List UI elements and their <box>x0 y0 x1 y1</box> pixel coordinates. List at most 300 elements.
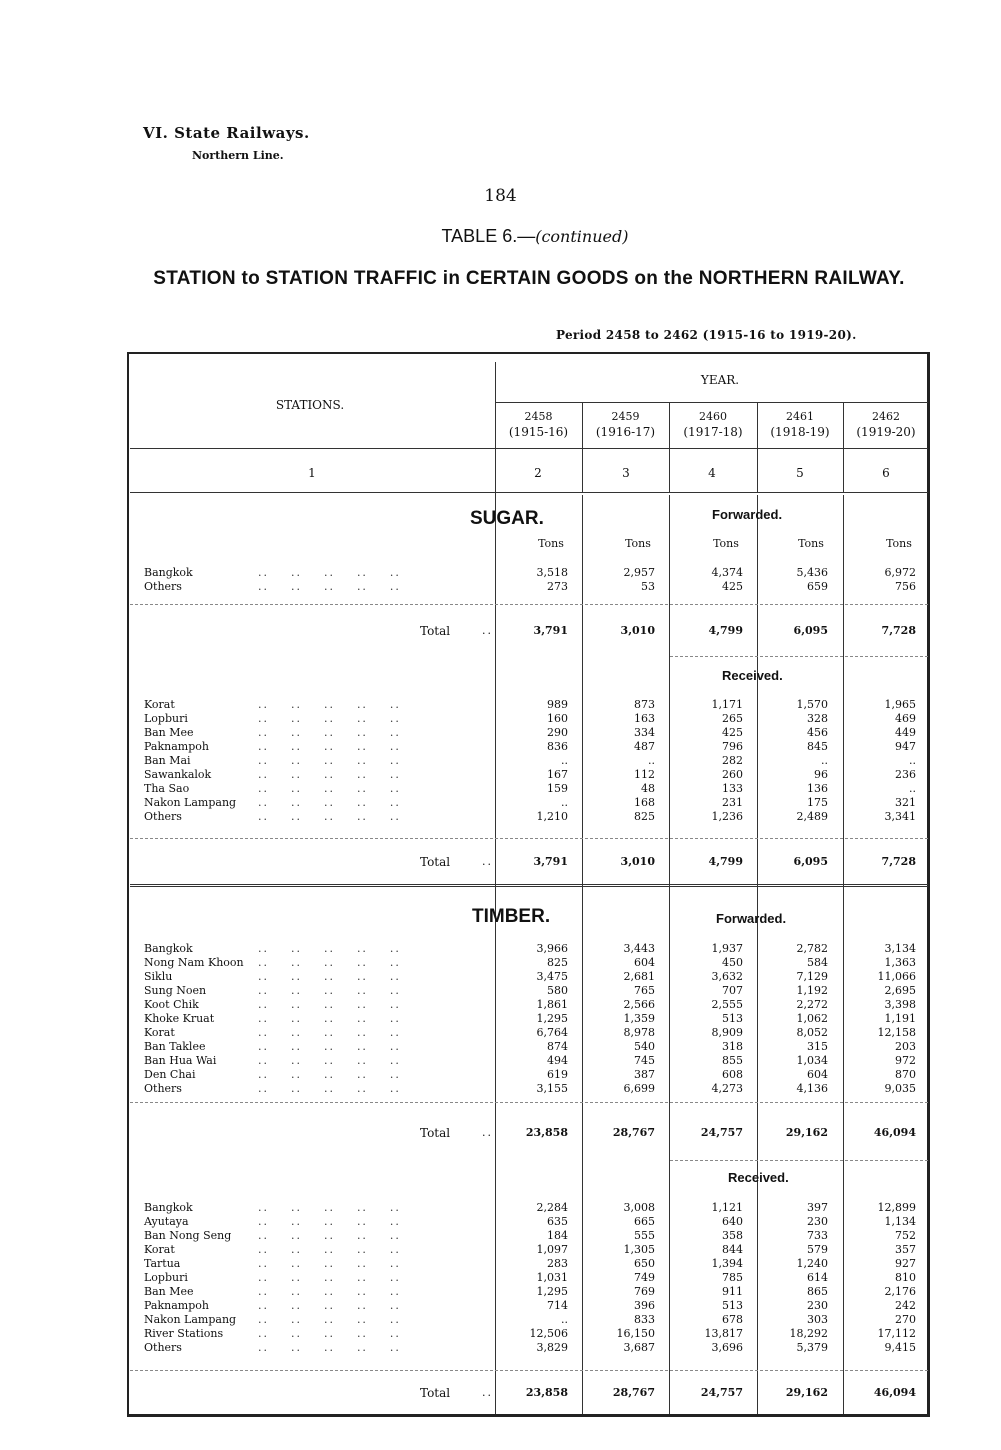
column-number: 5 <box>796 466 804 480</box>
value-cell: 96 <box>814 768 828 781</box>
year-header: YEAR. <box>700 373 740 387</box>
total-cell: 28,767 <box>612 1386 655 1399</box>
value-cell: 1,097 <box>536 1243 568 1256</box>
station-name: Others <box>144 810 182 823</box>
value-cell: .. <box>909 754 916 767</box>
unit-label: Tons <box>798 537 824 550</box>
value-cell: 2,695 <box>884 984 916 997</box>
value-cell: 2,489 <box>796 810 828 823</box>
value-cell: 1,210 <box>536 810 568 823</box>
section-header: VI. State Railways. <box>143 124 310 142</box>
value-cell: 3,341 <box>884 810 916 823</box>
station-name: Nakon Lampang <box>144 796 237 809</box>
column-number: 6 <box>882 466 890 480</box>
block-label: Forwarded. <box>712 507 783 522</box>
column-rule <box>843 495 844 884</box>
unit-label: Tons <box>625 537 651 550</box>
column-rule <box>843 884 844 1414</box>
value-cell: 665 <box>634 1215 655 1228</box>
value-cell: 112 <box>634 768 655 781</box>
value-cell: 1,240 <box>796 1257 828 1270</box>
station-name: Korat <box>144 1026 175 1039</box>
value-cell: 358 <box>722 1229 743 1242</box>
station-name: Tha Sao <box>144 782 190 795</box>
column-rule <box>757 495 758 884</box>
value-cell: 168 <box>634 796 655 809</box>
value-cell: 1,937 <box>711 942 743 955</box>
value-cell: 203 <box>895 1040 916 1053</box>
value-cell: 5,436 <box>796 566 828 579</box>
value-cell: 2,555 <box>711 998 743 1011</box>
value-cell: 614 <box>807 1271 828 1284</box>
dashed-rule <box>130 604 928 605</box>
station-name: Sawankalok <box>144 768 212 781</box>
value-cell: 1,965 <box>884 698 916 711</box>
column-rule <box>669 884 670 1414</box>
station-name: Tartua <box>144 1257 181 1270</box>
value-cell: 579 <box>807 1243 828 1256</box>
value-cell: 48 <box>641 782 655 795</box>
value-cell: 1,171 <box>711 698 743 711</box>
value-cell: 911 <box>722 1285 743 1298</box>
value-cell: 4,273 <box>711 1082 743 1095</box>
value-cell: 12,899 <box>877 1201 916 1214</box>
column-number: 4 <box>708 466 716 480</box>
value-cell: 163 <box>634 712 655 725</box>
leader-dots: .. .. .. .. .. <box>258 1201 401 1214</box>
leader-dots: .. .. .. .. .. <box>258 1054 401 1067</box>
value-cell: 870 <box>895 1068 916 1081</box>
leader-dots: .. .. .. .. .. <box>258 768 401 781</box>
value-cell: 749 <box>634 1271 655 1284</box>
value-cell: 487 <box>634 740 655 753</box>
value-cell: 3,966 <box>536 942 568 955</box>
total-label: Total <box>420 855 451 869</box>
value-cell: 3,398 <box>884 998 916 1011</box>
value-cell: 833 <box>634 1313 655 1326</box>
value-cell: 242 <box>895 1299 916 1312</box>
value-cell: 450 <box>722 956 743 969</box>
value-cell: 865 <box>807 1285 828 1298</box>
total-cell: 46,094 <box>873 1126 916 1139</box>
station-name: Paknampoh <box>144 1299 209 1312</box>
block-label: Forwarded. <box>716 911 787 926</box>
leader-dots: .. .. .. .. .. <box>258 698 401 711</box>
value-cell: 236 <box>895 768 916 781</box>
value-cell: 1,295 <box>536 1012 568 1025</box>
total-cell: 6,095 <box>793 624 828 637</box>
value-cell: 3,518 <box>536 566 568 579</box>
station-name: Korat <box>144 1243 175 1256</box>
value-cell: 318 <box>722 1040 743 1053</box>
dashed-rule <box>670 1160 928 1161</box>
value-cell: 2,681 <box>623 970 655 983</box>
leader-dots: .. .. .. .. .. <box>258 712 401 725</box>
total-cell: 4,799 <box>708 624 743 637</box>
leader-dots: .. <box>482 1126 493 1139</box>
value-cell: 1,031 <box>536 1271 568 1284</box>
station-name: Korat <box>144 698 175 711</box>
value-cell: 3,829 <box>536 1341 568 1354</box>
value-cell: 927 <box>895 1257 916 1270</box>
value-cell: 273 <box>547 580 568 593</box>
value-cell: 357 <box>895 1243 916 1256</box>
station-name: Bangkok <box>144 942 193 955</box>
value-cell: 2,272 <box>796 998 828 1011</box>
leader-dots: .. .. .. .. .. <box>258 956 401 969</box>
station-name: Others <box>144 1341 182 1354</box>
value-cell: 160 <box>547 712 568 725</box>
station-name: Ban Mee <box>144 726 194 739</box>
section-name: SUGAR. <box>470 508 544 529</box>
value-cell: 1,034 <box>796 1054 828 1067</box>
leader-dots: .. .. .. .. .. <box>258 796 401 809</box>
station-name: Siklu <box>144 970 173 983</box>
value-cell: 540 <box>634 1040 655 1053</box>
value-cell: 18,292 <box>789 1327 828 1340</box>
value-cell: 159 <box>547 782 568 795</box>
value-cell: 53 <box>641 580 655 593</box>
value-cell: 3,475 <box>536 970 568 983</box>
unit-label: Tons <box>538 537 564 550</box>
period-label: Period 2458 to 2462 (1915-16 to 1919-20). <box>556 328 857 342</box>
year-rule <box>495 402 928 403</box>
dashed-rule <box>130 1370 928 1371</box>
leader-dots: .. <box>482 855 493 868</box>
value-cell: 584 <box>807 956 828 969</box>
value-cell: 2,176 <box>884 1285 916 1298</box>
value-cell: 604 <box>634 956 655 969</box>
station-name: Den Chai <box>144 1068 196 1081</box>
column-rule <box>582 884 583 1414</box>
value-cell: 9,415 <box>884 1341 916 1354</box>
line-header: Northern Line. <box>192 149 284 162</box>
total-cell: 3,791 <box>533 624 568 637</box>
leader-dots: .. .. .. .. .. <box>258 580 401 593</box>
station-name: Bangkok <box>144 1201 193 1214</box>
value-cell: .. <box>821 754 828 767</box>
leader-dots: .. .. .. .. .. <box>258 1068 401 1081</box>
value-cell: 425 <box>722 726 743 739</box>
station-name: Others <box>144 1082 182 1095</box>
total-cell: 4,799 <box>708 855 743 868</box>
total-cell: 24,757 <box>700 1386 743 1399</box>
value-cell: .. <box>561 796 568 809</box>
year-cell-be: 2459 <box>611 410 640 423</box>
value-cell: 290 <box>547 726 568 739</box>
total-cell: 24,757 <box>700 1126 743 1139</box>
value-cell: 640 <box>722 1215 743 1228</box>
station-name: Koot Chik <box>144 998 199 1011</box>
value-cell: 16,150 <box>616 1327 655 1340</box>
value-cell: 469 <box>895 712 916 725</box>
year-cell-be: 2461 <box>786 410 814 423</box>
leader-dots: .. .. .. .. .. <box>258 740 401 753</box>
value-cell: 6,972 <box>884 566 916 579</box>
value-cell: 650 <box>634 1257 655 1270</box>
table-title-main: TABLE 6.— <box>441 226 536 246</box>
total-cell: 23,858 <box>525 1126 568 1139</box>
value-cell: 1,062 <box>796 1012 828 1025</box>
value-cell: 12,506 <box>529 1327 568 1340</box>
section-rule <box>130 886 928 887</box>
total-cell: 23,858 <box>525 1386 568 1399</box>
value-cell: 456 <box>807 726 828 739</box>
station-name: Paknampoh <box>144 740 209 753</box>
station-name: Ban Nong Seng <box>144 1229 232 1242</box>
value-cell: 608 <box>722 1068 743 1081</box>
year-cell-be: 2460 <box>699 410 727 423</box>
total-cell: 7,728 <box>881 624 916 637</box>
dashed-rule <box>130 1102 928 1103</box>
value-cell: 513 <box>722 1012 743 1025</box>
value-cell: 873 <box>634 698 655 711</box>
section-rule <box>130 884 928 885</box>
value-cell: .. <box>648 754 655 767</box>
value-cell: 947 <box>895 740 916 753</box>
value-cell: 765 <box>634 984 655 997</box>
stations-header: STATIONS. <box>275 398 345 412</box>
value-cell: 230 <box>807 1299 828 1312</box>
leader-dots: .. .. .. .. .. <box>258 1082 401 1095</box>
value-cell: 1,305 <box>623 1243 655 1256</box>
leader-dots: .. .. .. .. .. <box>258 566 401 579</box>
value-cell: 785 <box>722 1271 743 1284</box>
value-cell: 769 <box>634 1285 655 1298</box>
leader-dots: .. .. .. .. .. <box>258 1012 401 1025</box>
dashed-rule <box>670 656 928 657</box>
column-number-rule <box>130 492 928 493</box>
value-cell: 796 <box>722 740 743 753</box>
station-name: Nakon Lampang <box>144 1313 237 1326</box>
value-cell: 8,978 <box>623 1026 655 1039</box>
station-name: Ban Taklee <box>144 1040 206 1053</box>
value-cell: 1,359 <box>623 1012 655 1025</box>
value-cell: 315 <box>807 1040 828 1053</box>
value-cell: 2,957 <box>623 566 655 579</box>
value-cell: 4,136 <box>796 1082 828 1095</box>
station-name: Nong Nam Khoon <box>144 956 244 969</box>
column-number: 3 <box>622 466 630 480</box>
value-cell: 3,443 <box>623 942 655 955</box>
value-cell: 825 <box>547 956 568 969</box>
leader-dots: .. .. .. .. .. <box>258 1026 401 1039</box>
value-cell: 3,632 <box>711 970 743 983</box>
value-cell: 167 <box>547 768 568 781</box>
value-cell: 2,284 <box>536 1201 568 1214</box>
leader-dots: .. .. .. .. .. <box>258 1215 401 1228</box>
value-cell: 425 <box>722 580 743 593</box>
total-cell: 29,162 <box>785 1126 828 1139</box>
value-cell: 1,192 <box>796 984 828 997</box>
leader-dots: .. .. .. .. .. <box>258 1257 401 1270</box>
value-cell: 836 <box>547 740 568 753</box>
value-cell: 260 <box>722 768 743 781</box>
value-cell: 328 <box>807 712 828 725</box>
value-cell: 659 <box>807 580 828 593</box>
value-cell: 303 <box>807 1313 828 1326</box>
value-cell: 175 <box>807 796 828 809</box>
leader-dots: .. .. .. .. .. <box>258 1271 401 1284</box>
total-cell: 3,010 <box>620 855 655 868</box>
value-cell: 334 <box>634 726 655 739</box>
total-cell: 28,767 <box>612 1126 655 1139</box>
value-cell: 1,236 <box>711 810 743 823</box>
header-rule <box>130 448 928 449</box>
leader-dots: .. .. .. .. .. <box>258 1327 401 1340</box>
column-rule <box>582 495 583 884</box>
value-cell: 396 <box>634 1299 655 1312</box>
station-name: Lopburi <box>144 1271 188 1284</box>
year-cell-ce: (1915-16) <box>508 425 569 439</box>
value-cell: 6,764 <box>536 1026 568 1039</box>
value-cell: 1,394 <box>711 1257 743 1270</box>
leader-dots: .. .. .. .. .. <box>258 998 401 1011</box>
value-cell: 2,782 <box>796 942 828 955</box>
value-cell: 5,379 <box>796 1341 828 1354</box>
leader-dots: .. .. .. .. .. <box>258 1243 401 1256</box>
value-cell: 580 <box>547 984 568 997</box>
value-cell: 283 <box>547 1257 568 1270</box>
value-cell: 855 <box>722 1054 743 1067</box>
value-cell: 1,570 <box>796 698 828 711</box>
value-cell: 133 <box>722 782 743 795</box>
station-name: Sung Noen <box>144 984 207 997</box>
unit-label: Tons <box>886 537 912 550</box>
value-cell: 9,035 <box>884 1082 916 1095</box>
leader-dots: .. .. .. .. .. <box>258 1285 401 1298</box>
value-cell: 1,363 <box>884 956 916 969</box>
value-cell: 265 <box>722 712 743 725</box>
leader-dots: .. .. .. .. .. <box>258 754 401 767</box>
station-name: Ban Mee <box>144 1285 194 1298</box>
value-cell: 714 <box>547 1299 568 1312</box>
value-cell: 874 <box>547 1040 568 1053</box>
leader-dots: .. .. .. .. .. <box>258 1313 401 1326</box>
station-name: Ban Hua Wai <box>144 1054 217 1067</box>
station-name: Others <box>144 580 182 593</box>
leader-dots: .. .. .. .. .. <box>258 1341 401 1354</box>
leader-dots: .. .. .. .. .. <box>258 970 401 983</box>
value-cell: 707 <box>722 984 743 997</box>
table-title <box>0 226 1001 247</box>
value-cell: .. <box>561 754 568 767</box>
block-label: Received. <box>722 668 783 683</box>
total-cell: 46,094 <box>873 1386 916 1399</box>
value-cell: 756 <box>895 580 916 593</box>
page-number: 184 <box>484 186 517 206</box>
station-name: Khoke Kruat <box>144 1012 215 1025</box>
value-cell: 449 <box>895 726 916 739</box>
leader-dots: .. .. .. .. .. <box>258 1229 401 1242</box>
total-cell: 3,010 <box>620 624 655 637</box>
total-cell: 3,791 <box>533 855 568 868</box>
value-cell: 555 <box>634 1229 655 1242</box>
value-cell: 745 <box>634 1054 655 1067</box>
value-cell: 752 <box>895 1229 916 1242</box>
value-cell: 3,155 <box>536 1082 568 1095</box>
value-cell: 844 <box>722 1243 743 1256</box>
value-cell: 1,861 <box>536 998 568 1011</box>
year-cell-be: 2458 <box>524 410 553 423</box>
value-cell: 230 <box>807 1215 828 1228</box>
station-name: Ayutaya <box>144 1215 189 1228</box>
value-cell: 136 <box>807 782 828 795</box>
value-cell: 282 <box>722 754 743 767</box>
unit-label: Tons <box>713 537 739 550</box>
column-number: 1 <box>308 466 316 480</box>
value-cell: 1,121 <box>711 1201 743 1214</box>
value-cell: 6,699 <box>623 1082 655 1095</box>
column-number: 2 <box>534 466 542 480</box>
value-cell: 12,158 <box>877 1026 916 1039</box>
value-cell: 4,374 <box>711 566 743 579</box>
leader-dots: .. .. .. .. .. <box>258 726 401 739</box>
value-cell: 17,112 <box>877 1327 916 1340</box>
station-name: Ban Mai <box>144 754 191 767</box>
total-cell: 29,162 <box>785 1386 828 1399</box>
column-rule <box>669 495 670 884</box>
year-cell-ce: (1919-20) <box>856 425 916 439</box>
leader-dots: .. .. .. .. .. <box>258 782 401 795</box>
value-cell: 13,817 <box>704 1327 743 1340</box>
value-cell: 989 <box>547 698 568 711</box>
value-cell: 387 <box>634 1068 655 1081</box>
value-cell: 513 <box>722 1299 743 1312</box>
value-cell: 321 <box>895 796 916 809</box>
block-label: Received. <box>728 1170 789 1185</box>
value-cell: 8,052 <box>796 1026 828 1039</box>
value-cell: .. <box>909 782 916 795</box>
total-cell: 7,728 <box>881 855 916 868</box>
value-cell: 635 <box>547 1215 568 1228</box>
value-cell: 845 <box>807 740 828 753</box>
value-cell: 2,566 <box>623 998 655 1011</box>
leader-dots: .. .. .. .. .. <box>258 1299 401 1312</box>
leader-dots: .. .. .. .. .. <box>258 984 401 997</box>
value-cell: 1,191 <box>884 1012 916 1025</box>
value-cell: 619 <box>547 1068 568 1081</box>
station-name: Lopburi <box>144 712 188 725</box>
leader-dots: .. .. .. .. .. <box>258 942 401 955</box>
year-cell-be: 2462 <box>872 410 900 423</box>
value-cell: 3,687 <box>623 1341 655 1354</box>
value-cell: 7,129 <box>796 970 828 983</box>
total-label: Total <box>420 624 451 638</box>
value-cell: 231 <box>722 796 743 809</box>
value-cell: 825 <box>634 810 655 823</box>
total-cell: 6,095 <box>793 855 828 868</box>
value-cell: 604 <box>807 1068 828 1081</box>
year-cell-ce: (1917-18) <box>683 425 743 439</box>
leader-dots: .. <box>482 624 493 637</box>
leader-dots: .. <box>482 1386 493 1399</box>
table-title-suffix: (continued) <box>535 227 629 246</box>
value-cell: 3,696 <box>711 1341 743 1354</box>
value-cell: 678 <box>722 1313 743 1326</box>
station-name: Bangkok <box>144 566 193 579</box>
value-cell: 8,909 <box>711 1026 743 1039</box>
section-name: TIMBER. <box>472 906 551 927</box>
value-cell: 11,066 <box>877 970 916 983</box>
value-cell: 972 <box>895 1054 916 1067</box>
year-cell-ce: (1916-17) <box>595 425 656 439</box>
value-cell: 3,008 <box>623 1201 655 1214</box>
leader-dots: .. .. .. .. .. <box>258 1040 401 1053</box>
value-cell: 1,295 <box>536 1285 568 1298</box>
total-label: Total <box>420 1386 451 1400</box>
value-cell: 494 <box>547 1054 568 1067</box>
